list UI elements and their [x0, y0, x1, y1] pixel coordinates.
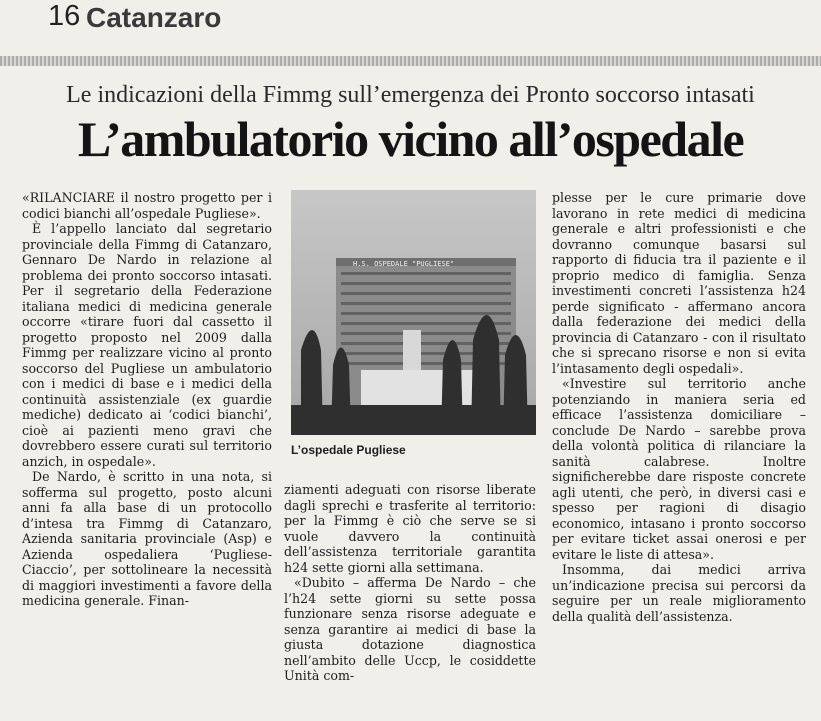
paragraph: «Investire sul territorio anche potenziando in maniera seria ed efficace l’assistenza domiciliare – conclude De Nardo – sarebbe prova della volontà politica di rilanciare la sanità calabrese. Inoltre significherebbe dare risposte concrete agli utenti, che però, in diversi casi e spesso per ragioni di disagio economico, intasano i pronto soccorso per evitare ticket assai onerosi e per evitare le liste di attesa». — [552, 376, 806, 562]
page-number: 16 — [48, 0, 81, 32]
article-column-1 — [22, 190, 272, 609]
article-column-2 — [284, 482, 536, 684]
paragraph: De Nardo, è scritto in una nota, si sofferma sul progetto, posto alcuni anni fa alla base di un protocollo d’intesa tra Fimmg di Catanzaro, Azienda sanitaria provinciale (Asp) e Azienda ospedaliera ‘Pugliese-Ciaccio’, per sottolineare la necessità di maggiori investimenti a favore della medicina generale. Finan- — [22, 469, 272, 608]
paragraph: ziamenti adeguati con risorse liberate dagli sprechi e trasferite al territorio: per la Fimmg è ciò che serve se si vuole davvero la continuità dell’assistenza territoriale garantita h24 sette giorni alla settimana. — [284, 482, 536, 575]
paragraph: È l’appello lanciato dal segretario provinciale della Fimmg di Catanzaro, Gennaro De Nardo in relazione al problema dei pronto soccorso intasati. Per il segretario della Federazione italiana medici di medicina generale occorre «tirare fuori dal cassetto il progetto proposto nel 2009 dalla Fimmg per realizzare vicino al pronto soccorso del Pugliese un ambulatorio con i medici di base e i medici della continuità assistenziale (ex guardie mediche) dedicato ai ‘codici bianchi’, cioè ai pazienti meno gravi che dovrebbero essere curati sul territorio anzich, in ospedale». — [22, 221, 272, 469]
paragraph: plesse per le cure primarie dove lavorano in rete medici di medicina generale e altri professionisti e che dovranno comunque basarsi sul rapporto di fiducia tra il paziente e il proprio medico di famiglia. Senza investimenti concreti l’assistenza h24 perde significato - affermano ancora dalla federazione dei medici della provincia di Catanzaro - con il risultato che si sprecano risorse e non si evita l’intasamento degli ospedali». — [552, 190, 806, 376]
paragraph: «Dubito – afferma De Nardo – che l’h24 sette giorni su sette possa funzionare senza risorse adeguate e senza garantire ai medici di base la giusta dotazione diagnostica nell’ambito delle Uccp, le cosiddette Unità com- — [284, 575, 536, 683]
header-divider — [0, 56, 821, 66]
section-name: Catanzaro — [86, 2, 222, 33]
paragraph: «RILANCIARE il nostro progetto per i codici bianchi all’ospedale Pugliese». — [22, 190, 272, 221]
article-kicker: Le indicazioni della Fimmg sull’emergenza dei Pronto soccorso intasati — [66, 82, 755, 108]
building-sign: H.S. OSPEDALE "PUGLIESE" — [353, 260, 455, 268]
paragraph: Insomma, dai medici arriva un’indicazione precisa sui percorsi da seguire per un reale miglioramento della qualità dell’assistenza. — [552, 562, 806, 624]
photo-caption: L’ospedale Pugliese — [291, 443, 406, 457]
hospital-photo — [291, 190, 536, 435]
article-column-3 — [552, 190, 806, 624]
article-headline: L’ambulatorio vicino all’ospedale — [77, 111, 744, 167]
